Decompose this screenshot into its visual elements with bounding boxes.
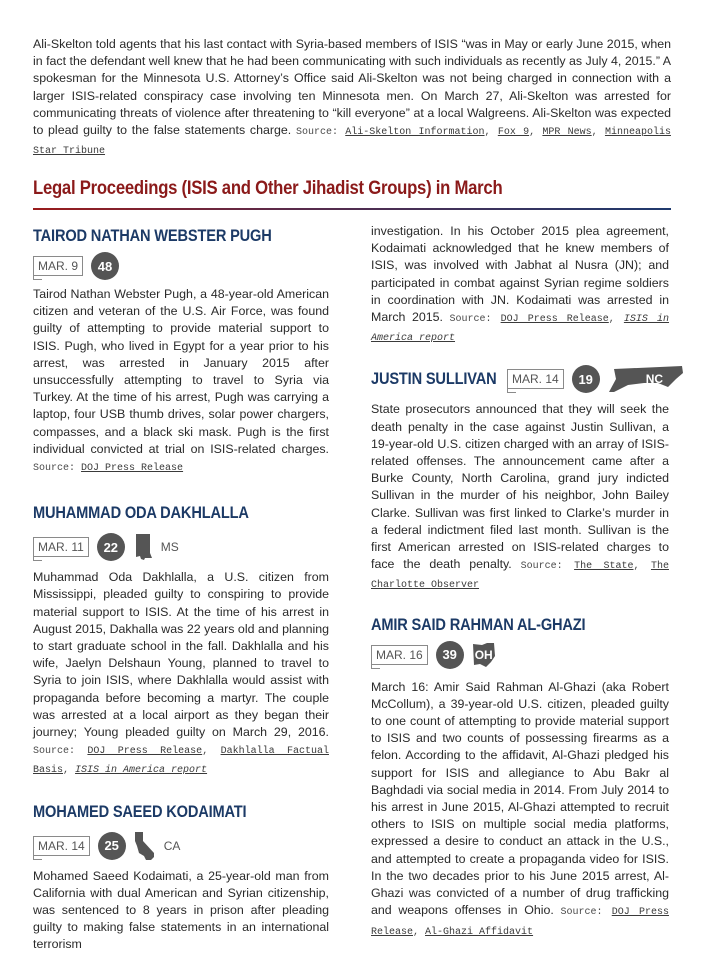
age-badge: 19: [572, 365, 600, 393]
source-link[interactable]: The State: [574, 561, 634, 573]
case-name: TAIROD NATHAN WEBSTER PUGH: [33, 226, 272, 245]
case-name: AMIR SAID RAHMAN AL-GHAZI: [371, 614, 586, 634]
source-link[interactable]: DOJ Press Release: [87, 746, 203, 758]
state-label: CA: [163, 838, 181, 853]
case-sources: Source: DOJ Press Release, ISIS in America report: [371, 314, 669, 345]
case-dakhlalla: [33, 503, 329, 779]
case-text: March 16: Amir Said Rahman Al-Ghazi (aka Robert McCollum), a 39-year-old U.S. citizen, pleaded guilty to one count of attempting to provide material support to ISIS and two counts of possessing firearms as a felon. According to the affidavit, Al-Ghazi pledged his support for ISIS and allegiance to Abu Bakr al Baghdadi via social media in 2014. From July 2014 to his arrest in June 2015, Al-Ghazi attempted to recruit others to ISIS on multiple social media platforms, expressed a desire to conduct an attack in the U.S., and attempted to create a propaganda video for ISIS. In the two decades prior to his June 2015 arrest, Al-Ghazi was convicted of a number of drug trafficking and weapons offenses in Ohio. Source: DOJ Press Release, Al-Ghazi Affidavit: [371, 679, 669, 938]
source-link[interactable]: MPR News: [542, 127, 592, 139]
section-title: Legal Proceedings (ISIS and Other Jihadist Groups) in March: [33, 178, 503, 199]
state-label: MS: [160, 540, 179, 555]
case-meta: [371, 639, 669, 671]
case-kodaimati: [33, 802, 329, 954]
case-sources: Source: DOJ Press Release, Al-Ghazi Affidavit: [371, 907, 669, 938]
date-badge: MAR. 14: [507, 369, 564, 389]
source-link[interactable]: Ali-Skelton Information: [345, 127, 485, 139]
case-sullivan: [371, 363, 669, 594]
mississippi-map-icon: [133, 533, 153, 561]
source-link[interactable]: Dakhlalla Factual Basis: [33, 746, 329, 777]
state-label: OH: [474, 647, 493, 662]
case-text: Muhammad Oda Dakhlalla, a U.S. citizen from Mississippi, pleaded guilty to conspiring to provide material support to ISIS. At the time of his arrest in August 2015, Dakhalla was 22 years old and planning to start graduate school in the fall. Dakhlalla and his wife, Jaelyn Delshaun Young, planned to travel to Syria to join ISIS, where Dakhlalla would assist with propaganda before becoming a martyr. The couple was arrested at a local airport as they began their journey; Young pleaded guilty on March 29, 2016. Source: DOJ Press Release, Dakhlalla Factual Basis, ISIS in America report: [33, 570, 329, 777]
case-sources: Source: DOJ Press Release: [33, 463, 184, 475]
case-meta: [371, 363, 669, 395]
intro-sources: Source: Ali-Skelton Information, Fox 9, MPR News, Minneapolis Star Tribune: [33, 127, 671, 158]
case-sources: Source: The State, The Charlotte Observer: [371, 561, 669, 592]
case-text-continued: investigation. In his October 2015 plea agreement, Kodaimati acknowledged that he knew members of ISIS, was involved with Jabhat al Nusra (JN); and participated in combat against Syrian regime soldiers in coordination with JN. Kodaimati was arrested in March 2015. Source: DOJ Press Release, ISIS in America report: [371, 224, 669, 345]
case-meta: [33, 531, 329, 563]
age-badge: 25: [98, 832, 126, 860]
source-link[interactable]: ISIS in America report: [371, 314, 669, 345]
case-name: JUSTIN SULLIVAN: [371, 369, 497, 389]
case-text: Mohamed Saeed Kodaimati, a 25-year-old man from California with dual American and Syrian citizenship, was sentenced to 8 years in prison after pleading guilty to making false statements in an international terrorism: [33, 868, 329, 952]
case-text: Tairod Nathan Webster Pugh, a 48-year-old American citizen and veteran of the U.S. Air Force, was found guilty of attempting to provide material support to ISIS. Pugh, who lived in Egypt for a year prior to his arrest, was arrested in January 2015 after unsuccessfully attempting to travel to Syria via Turkey. At the time of his arrest, Pugh was carrying a laptop, four USB thumb drives, solar power chargers, compasses, and a black ski mask. Pugh is the first individual convicted at trial on ISIS-related charges. Source: DOJ Press Release: [33, 287, 329, 475]
source-link[interactable]: Fox 9: [497, 127, 530, 139]
case-sources: Source: DOJ Press Release, Dakhlalla Factual Basis, ISIS in America report: [33, 746, 329, 777]
date-badge: MAR. 16: [371, 645, 428, 665]
case-meta: [33, 830, 329, 862]
intro-text: Ali-Skelton told agents that his last contact with Syria-based members of ISIS “was in May or early June 2015, when in fact the defendant well knew that he had been communicating with such individuals as recently as July 4, 2015.” A spokesman for the Minnesota U.S. Attorney’s Office said Ali-Skelton was not being charged in connection with a larger ISIS-related conspiracy case involving ten Minnesota men. On March 27, Ali-Skelton was arrested for communicating threats of violence after threatening to “kill everyone” at a local Walgreens. Ali-Skelton was expected to plead guilty to the false statements charge.: [33, 37, 671, 138]
source-link[interactable]: The Charlotte Observer: [371, 561, 669, 592]
state-label: NC: [645, 372, 664, 387]
case-text: State prosecutors announced that they will seek the death penalty in the case against Justin Sullivan, a 19-year-old U.S. citizen charged with an array of ISIS-related offenses. The announcement came after a Burke County, North Carolina, grand jury indicted Sullivan in the murder of his neighbor, John Bailey Clarke. Sullivan was first linked to Clarke’s murder in a federal indictment filed last month. Sullivan is the first American arrested on ISIS-related charges to face the death penalty. Source: The State, The Charlotte Observer: [371, 402, 669, 592]
case-alghazi: [371, 615, 669, 941]
age-badge: 48: [91, 252, 119, 280]
source-link[interactable]: Minneapolis Star Tribune: [33, 127, 671, 158]
case-name: MUHAMMAD ODA DAKHLALLA: [33, 503, 249, 523]
left-column: [33, 226, 329, 954]
source-link[interactable]: ISIS in America report: [75, 765, 208, 777]
source-label: Source:: [295, 127, 338, 139]
date-badge: MAR. 14: [33, 836, 90, 856]
intro-paragraph: [33, 36, 671, 160]
source-link[interactable]: DOJ Press Release: [500, 314, 609, 326]
california-map-icon: [134, 831, 156, 861]
intro-block: [33, 36, 671, 160]
case-meta: [33, 250, 329, 282]
age-badge: 22: [97, 533, 125, 561]
right-column: [371, 223, 669, 941]
date-badge: MAR. 9: [33, 256, 83, 276]
section-divider: [33, 208, 671, 210]
source-link[interactable]: DOJ Press Release: [81, 463, 184, 475]
date-badge: MAR. 11: [33, 537, 89, 557]
source-link[interactable]: DOJ Press Release: [371, 907, 669, 938]
source-link[interactable]: Al-Ghazi Affidavit: [425, 926, 534, 938]
case-pugh: [33, 226, 329, 477]
age-badge: 39: [436, 641, 464, 669]
case-name: MOHAMED SAEED KODAIMATI: [33, 801, 247, 821]
